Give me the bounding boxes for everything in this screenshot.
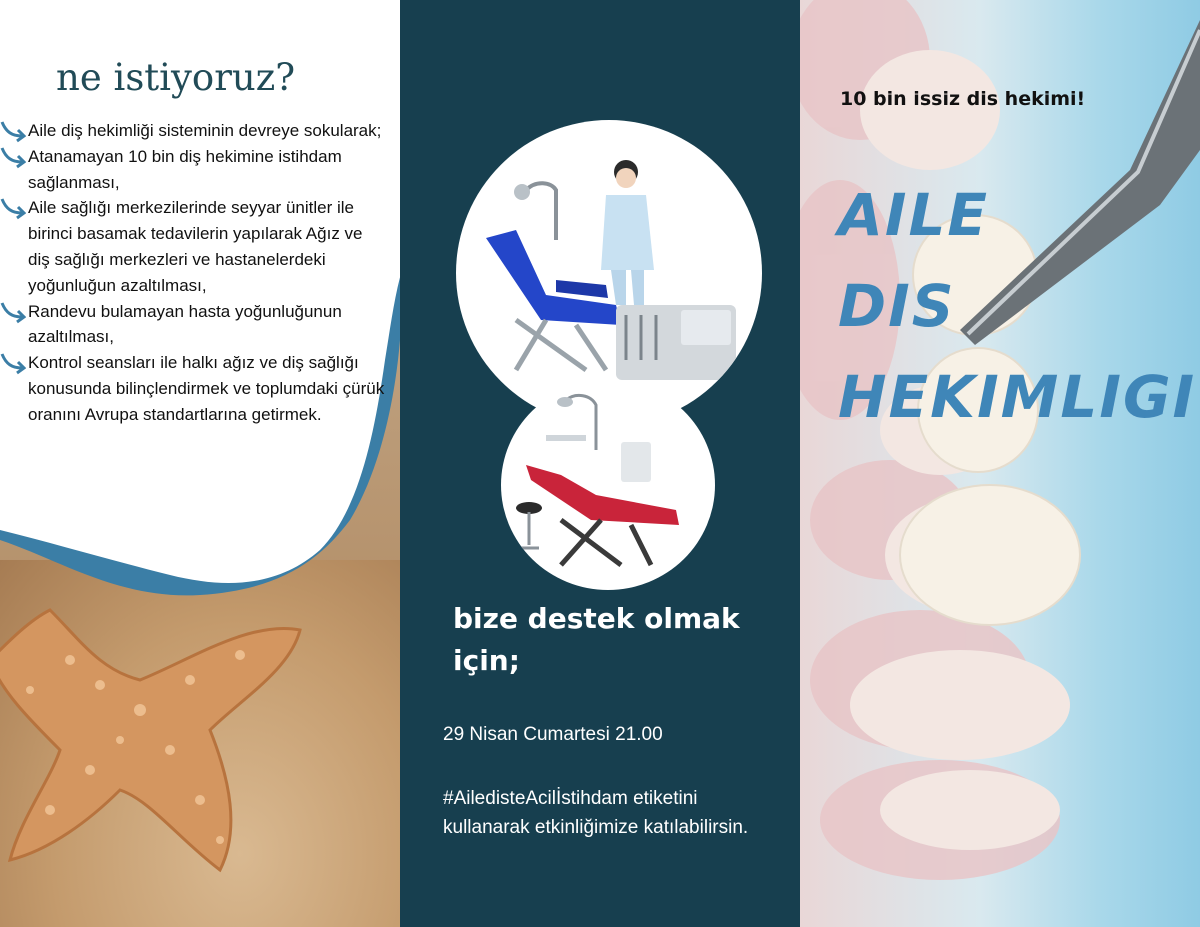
goal-item xyxy=(28,350,388,427)
curved-arrow-icon xyxy=(0,146,26,170)
dental-tweezers-teeth-image xyxy=(800,0,1200,927)
curved-arrow-icon xyxy=(0,301,26,325)
goal-text: Kontrol seansları ile halkı ağız ve diş sağlığı konusunda bilinçlendirmek ve toplumdaki çürük oranını Avrupa standartlarına getirmek. xyxy=(28,353,385,424)
event-datetime: 29 Nisan Cumartesi 21.00 xyxy=(443,724,663,745)
goals-list xyxy=(28,118,388,428)
goal-text: Atanamayan 10 bin diş hekimine istihdam sağlanması, xyxy=(28,146,342,192)
title-line: HEKIMLIGI xyxy=(838,363,1197,431)
title-line: AILE xyxy=(838,181,990,249)
goal-text: Aile diş hekimliği sisteminin devreye sokularak; xyxy=(28,121,382,140)
hashtag-text: #AiledisteAcilİstihdam etiketini kullanarak etkinliğimize katılabilirsin. xyxy=(443,788,749,838)
page-title: ne istiyoruz? xyxy=(56,56,296,99)
right-panel xyxy=(800,0,1200,927)
dental-chair-red-image xyxy=(501,380,715,590)
curved-arrow-icon xyxy=(0,352,26,376)
goal-text: Randevu bulamayan hasta yoğunluğunun azaltılması, xyxy=(28,301,342,347)
goal-item xyxy=(28,118,388,144)
curved-arrow-icon xyxy=(0,120,26,144)
goal-item xyxy=(28,144,388,196)
left-panel xyxy=(0,0,400,927)
curved-arrow-icon xyxy=(0,197,26,221)
goal-item xyxy=(28,195,388,298)
goal-text: Aile sağlığı merkezilerinde seyyar ünitler ile birinci basamak tedavilerin yapılarak Ağız ve diş sağlığı merkezleri ve hastanelerdeki yoğunluğun azaltılması, xyxy=(28,198,363,295)
main-title xyxy=(838,170,1196,443)
title-line: DIS xyxy=(838,272,956,340)
goal-item xyxy=(28,299,388,351)
tagline: 10 bin issiz dis hekimi! xyxy=(840,88,1086,110)
support-heading: bize destek olmak için; xyxy=(453,602,740,677)
